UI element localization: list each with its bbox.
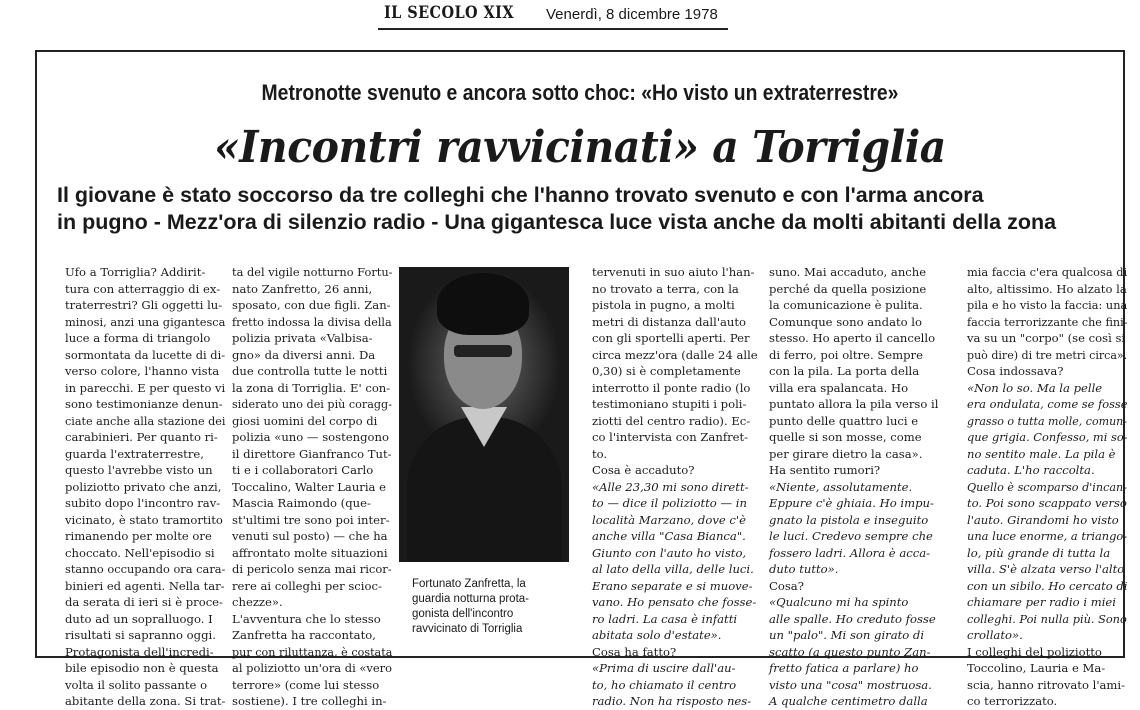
text-line: in parecchi. E per questo vi (65, 380, 226, 395)
text-line: abitata solo d'estate». (592, 628, 722, 642)
article-subhead (57, 182, 1112, 236)
text-line: co terrorizzato. (967, 694, 1058, 708)
text-line: «Prima di uscire dall'au- (592, 661, 736, 675)
text-line: il direttore Gianfranco Tut- (232, 446, 392, 461)
text-line: minosi, anzi una gigantesca (65, 314, 226, 329)
text-line: caduta. L'ho raccolta. (967, 463, 1095, 477)
text-line: rimanendo per molte ore (65, 529, 212, 543)
text-line: polizia privata «Valbisa- (232, 331, 373, 345)
text-line: chiamare per radio i miei (967, 595, 1116, 609)
text-line: ziotti del centro radio). Ec- (592, 413, 751, 428)
text-line: Cosa? (769, 578, 804, 593)
text-line: di ferro, poi oltre. Sempre (769, 347, 923, 362)
text-line: siderato uno dei più coragg- (232, 397, 392, 411)
text-line: la zona di Torriglia. E' con- (232, 380, 391, 395)
caption-line: gonista dell'incontro (412, 608, 514, 620)
text-line: Quello è scomparso d'incan- (967, 479, 1127, 494)
text-line: carabinieri. Per quanto ri- (65, 430, 218, 444)
text-line: verso colore, l'hanno vista (65, 364, 220, 378)
text-line: questo l'avrebbe visto un (65, 463, 213, 477)
text-line: volta il solito passante o (65, 677, 208, 692)
text-line: alto, altissimo. Ho alzato la (967, 281, 1127, 296)
text-column-2 (232, 264, 392, 710)
text-line: que grigia. Confesso, mi so- (967, 430, 1128, 444)
text-line: venuti sul posto) — che ha (232, 529, 388, 543)
text-line: perché da quella posizione (769, 281, 927, 296)
text-line: Giunto con l'auto ho visto, (592, 545, 747, 560)
newspaper-name: IL SECOLO XIX (384, 3, 514, 23)
text-line: to. (592, 446, 608, 461)
text-line: Cosa è accaduto? (592, 463, 695, 477)
text-line: gnato la pistola e inseguito (769, 512, 929, 527)
text-line: sono testimonianze denun- (65, 397, 223, 411)
text-line: al lato della villa, delle luci. (592, 562, 754, 576)
text-line: no trovato a terra, con la (592, 281, 739, 296)
text-line: luce a forma di triangolo (65, 331, 211, 345)
issue-date: Venerdì, 8 dicembre 1978 (546, 6, 718, 23)
text-line: scatto (a questo punto Zan- (769, 644, 931, 659)
article-kicker: Metronotte svenuto e ancora sotto choc: «Ho visto un extraterrestre» (261, 80, 899, 105)
text-line: no sentito male. La pila è (967, 446, 1116, 461)
text-line: località Marzano, dove c'è (592, 512, 746, 527)
text-line: puntato allora la pila verso il (769, 397, 939, 411)
text-line: ta del vigile notturno Fortu- (232, 265, 393, 279)
article-headline: «Incontri ravvicinati» a Torriglia (214, 122, 946, 173)
masthead (378, 2, 728, 30)
text-line: «Non lo so. Ma la pelle (967, 380, 1103, 395)
text-line: stanno occupando ora cara- (65, 562, 226, 576)
text-line: circa mezz'ora (dalle 24 alle (592, 347, 758, 362)
text-line: Toccolino, Lauria e Ma- (967, 661, 1106, 675)
text-line: affrontato molte situazioni (232, 545, 388, 560)
text-line: Zanfretta ha raccontato, (232, 628, 376, 642)
text-line: suno. Mai accaduto, anche (769, 265, 927, 279)
text-line: vano. Ho pensato che fosse- (592, 595, 757, 609)
text-line: fossero ladri. Allora è acca- (769, 545, 931, 560)
text-line: radio. Non ha risposto nes- (592, 694, 752, 708)
text-line: crollato». (967, 628, 1023, 642)
text-line: poliziotto privato che anzi, (65, 479, 222, 494)
text-line: Protagonista dell'incredi- (65, 644, 214, 659)
text-line: co l'intervista con Zanfret- (592, 430, 749, 444)
text-line: «Alle 23,30 mi sono dirett- (592, 479, 749, 494)
text-line: lo, più grande di tutta la (967, 545, 1111, 560)
text-line: con gli sportelli aperti. Per (592, 331, 750, 345)
text-line: Cosa indossava? (967, 364, 1064, 378)
text-line: scia, hanno ritrovato l'ami- (967, 677, 1126, 692)
text-line: la comunicazione è pulita. (769, 298, 923, 312)
text-line: traterrestri? Gli oggetti lu- (65, 298, 223, 312)
text-line: Ufo a Torriglia? Addirit- (65, 265, 206, 279)
text-line: risultati si sapranno oggi. (65, 628, 216, 642)
text-line: binieri ed agenti. Nella tar- (65, 578, 225, 593)
text-line: le luci. Credevo sempre che (769, 529, 933, 543)
text-line: tervenuti in suo aiuto l'han- (592, 265, 755, 279)
text-line: pistola in pugno, a molti (592, 298, 735, 312)
text-column-5 (967, 264, 1127, 710)
text-line: giosi uomini del corpo di (232, 413, 378, 428)
text-line: un "palo". Mi son girato di (769, 628, 925, 642)
text-line: Cosa ha fatto? (592, 644, 677, 659)
text-line: con un sibilo. Ho cercato di (967, 578, 1128, 593)
text-line: ti e i collaboratori Carlo (232, 463, 374, 477)
text-line: metri di distanza dall'auto (592, 314, 747, 329)
text-column-1 (65, 264, 225, 710)
text-line: stesso. Ho aperto il cancello (769, 331, 936, 345)
text-line: Eppure c'è ghiaia. Ho impu- (769, 496, 934, 510)
caption-line: ravvicinato di Torriglia (412, 623, 523, 635)
text-line: punto delle quattro luci e (769, 413, 919, 428)
subhead-line: Il giovane è stato soccorso da tre colleghi che l'hanno trovato svenuto e con l'arma ancora (57, 183, 984, 207)
text-line: quelle si son mosse, come (769, 430, 922, 444)
text-line: I colleghi del poliziotto (967, 644, 1102, 659)
text-column-3 (592, 264, 762, 710)
text-line: Comunque sono andato lo (769, 314, 923, 329)
text-line: gno» da diversi anni. Da (232, 347, 376, 362)
text-line: nato Zanfretto, 26 anni, (232, 281, 373, 296)
text-line: pur con riluttanza, è costata (232, 644, 393, 659)
photo-eyes-shape (454, 345, 512, 357)
text-line: Toccalino, Walter Lauria e (232, 479, 387, 494)
text-line: villa. S'è alzata verso l'alto (967, 562, 1125, 576)
text-line: testimoniano stupiti i poli- (592, 397, 747, 411)
text-line: st'ultimi tre sono poi inter- (232, 512, 390, 527)
caption-line: guardia notturna prota- (412, 593, 529, 605)
subhead-line: in pugno - Mezz'ora di silenzio radio - Una gigantesca luce vista anche da molti abitanti della zona (57, 210, 1057, 234)
text-line: l'auto. Girandomi ho visto (967, 512, 1119, 527)
text-line: choccato. Nell'episodio si (65, 545, 215, 560)
text-line: interrotto il ponte radio (lo (592, 380, 751, 395)
text-line: duto tutto». (769, 562, 839, 576)
text-column-4 (769, 264, 939, 710)
text-line: subito dopo l'incontro rav- (65, 496, 221, 510)
text-line: tura con atterraggio di ex- (65, 281, 221, 296)
text-line: sostiene). I tre colleghi in- (232, 694, 387, 708)
text-line: fretto indossa la divisa della (232, 314, 392, 329)
text-line: al poliziotto un'ora di «vero (232, 661, 393, 675)
text-line: duto ad un sopralluogo. I (65, 611, 213, 626)
text-line: va su un "corpo" (se così si (967, 331, 1126, 345)
text-line: due controlla tutte le notti (232, 364, 388, 378)
text-line: alle spalle. Ho creduto fosse (769, 611, 936, 626)
text-line: anche villa "Casa Bianca". (592, 529, 746, 543)
photo-caption (412, 577, 582, 637)
text-line: rere ai colleghi per scioc- (232, 578, 382, 593)
text-line: da serata di ieri si è proce- (65, 595, 223, 609)
text-line: to. Poi sono scappato verso (967, 496, 1127, 510)
text-line: A qualche centimetro dalla (769, 694, 928, 708)
caption-line: Fortunato Zanfretta, la (412, 578, 526, 590)
text-line: chezze». (232, 595, 283, 609)
text-line: pila e ho visto la faccia: una (967, 298, 1128, 312)
text-line: ciate anche alla stazione dei (65, 413, 226, 428)
text-line: to — dice il poliziotto — in (592, 496, 747, 510)
text-line: con la pila. La porta della (769, 364, 920, 378)
text-line: villa era spalancata. Ho (769, 380, 909, 395)
text-line: colleghi. Poi nulla più. Sono (967, 611, 1127, 626)
text-line: 0,30) si è completamente (592, 364, 741, 378)
text-line: una luce enorme, a triango- (967, 529, 1128, 543)
text-line: terrore» (come lui stesso (232, 677, 380, 692)
text-line: bile episodio non è questa (65, 661, 219, 675)
text-line: guarda l'extraterrestre, (65, 446, 204, 461)
text-line: polizia «uno — sostengono (232, 430, 389, 444)
text-line: era ondulata, come se fosse (967, 397, 1128, 411)
photo-hair-shape (437, 273, 529, 335)
portrait-photo (399, 267, 569, 562)
text-line: di pericolo senza mai ricor- (232, 562, 392, 576)
text-line: Erano separate e si muove- (592, 578, 753, 593)
text-line: Mascia Raimondo (que- (232, 496, 371, 510)
text-line: visto una "cosa" mostruosa. (769, 677, 932, 692)
text-line: ro ladri. La casa è infatti (592, 611, 738, 626)
text-line: L'avventura che lo stesso (232, 611, 381, 626)
text-line: grasso o tutta molle, comun- (967, 413, 1128, 428)
text-line: sposato, con due figli. Zan- (232, 298, 391, 312)
text-line: «Niente, assolutamente. (769, 479, 913, 494)
text-line: per girare dietro la casa». (769, 446, 923, 461)
text-line: può dire) di tre metri circa». (967, 347, 1128, 362)
text-line: faccia terrorizzante che fini- (967, 314, 1128, 329)
text-line: Ha sentito rumori? (769, 463, 881, 477)
text-line: sormontata da lucette di di- (65, 347, 226, 362)
text-line: to, ho chiamato il centro (592, 677, 737, 692)
text-line: abitante della zona. Si trat- (65, 694, 226, 708)
article-frame (35, 50, 1128, 708)
text-line: fretto fatica a parlare) ho (769, 661, 919, 675)
text-line: «Qualcuno mi ha spinto (769, 595, 909, 609)
text-line: mia faccia c'era qualcosa di (967, 265, 1128, 279)
text-line: vicinato, è stato tramortito (65, 512, 223, 527)
